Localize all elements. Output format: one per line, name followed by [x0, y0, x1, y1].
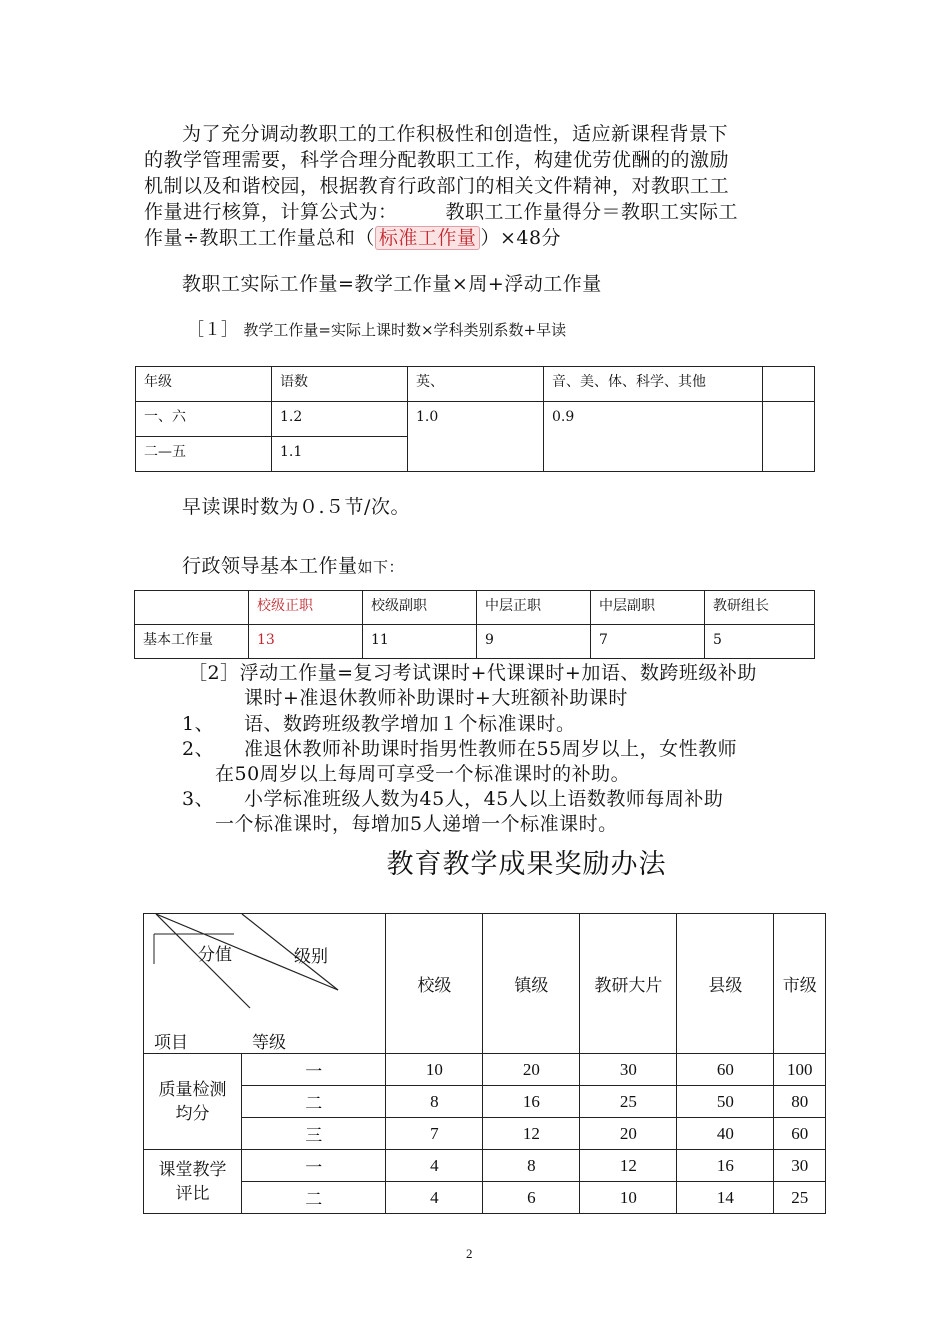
intro-line-1: 为了充分调动教职工的工作积极性和创造性，适应新课程背景下 — [182, 123, 729, 145]
section-2-line-2: 课时+准退休教师补助课时+大班额补助课时 — [244, 687, 628, 709]
cell-value: 4 — [386, 1182, 483, 1214]
cell-value: 10 — [580, 1182, 677, 1214]
row-grade: 二 — [242, 1086, 386, 1118]
rule-3-number: 3、 — [182, 788, 215, 810]
cell-value: 16 — [483, 1086, 580, 1118]
cell-value: 25 — [774, 1182, 826, 1214]
rule-3-text: 小学标准班级人数为45人，45人以上语数教师每周补助 — [244, 788, 724, 810]
cell-value: 25 — [580, 1086, 677, 1118]
row1-grade: 一、六 — [136, 402, 272, 437]
cell-value: 6 — [483, 1182, 580, 1214]
row1-english: 1.0 — [408, 402, 544, 472]
group-classroom-label — [144, 1150, 242, 1214]
intro-line-4a: 作量进行核算，计算公式为： — [144, 201, 398, 223]
row2-chinese-math: 1.1 — [272, 437, 408, 472]
row2-grade: 二—五 — [136, 437, 272, 472]
cell-value: 16 — [677, 1150, 774, 1182]
group-quality-label — [144, 1054, 242, 1150]
admin-value-vice-principal: 11 — [363, 625, 477, 659]
cell-value: 8 — [386, 1086, 483, 1118]
group-quality-label-1: 质量检测 — [158, 1079, 227, 1099]
col-header-research-area: 教研大片 — [580, 914, 677, 1054]
row1-chinese-math: 1.2 — [272, 402, 408, 437]
row-grade: 一 — [242, 1054, 386, 1086]
cell-value: 20 — [483, 1054, 580, 1086]
admin-value-middle-deputy: 7 — [591, 625, 705, 659]
cell-value: 60 — [774, 1118, 826, 1150]
group-quality-label-2: 均分 — [175, 1103, 210, 1123]
admin-header-principal: 校级正职 — [249, 591, 363, 625]
row1-other: 0.9 — [544, 402, 763, 472]
cell-value: 12 — [580, 1150, 677, 1182]
reward-corner-cell — [144, 914, 386, 1054]
intro-line-4 — [144, 199, 812, 225]
header-chinese-math: 语数 — [272, 367, 408, 402]
header-grade: 年级 — [136, 367, 272, 402]
cell-value: 100 — [774, 1054, 826, 1086]
cell-value: 40 — [677, 1118, 774, 1150]
admin-header-middle-head: 中层正职 — [477, 591, 591, 625]
cell-value: 14 — [677, 1182, 774, 1214]
col-header-city: 市级 — [774, 914, 826, 1054]
corner-level: 级别 — [294, 947, 328, 966]
reward-title: 教育教学成果奖励办法 — [386, 849, 667, 880]
rule-3-text-cont: 一个标准课时，每增加5人递增一个标准课时。 — [215, 813, 618, 835]
admin-value-middle-head: 9 — [477, 625, 591, 659]
cell-value: 8 — [483, 1150, 580, 1182]
rule-2-text-cont: 在50周岁以上每周可享受一个标准课时的补助。 — [215, 763, 631, 785]
cell-value: 10 — [386, 1054, 483, 1086]
admin-workload-table — [134, 590, 815, 659]
header-english: 英、 — [408, 367, 544, 402]
rule-2-number: 2、 — [182, 738, 215, 760]
intro-line-5b: ）×48分 — [480, 227, 562, 249]
group-classroom-label-1: 课堂教学 — [158, 1159, 227, 1179]
admin-header-vice-principal: 校级副职 — [363, 591, 477, 625]
row-grade: 二 — [242, 1182, 386, 1214]
reward-table — [143, 913, 826, 1214]
col-header-county: 县级 — [677, 914, 774, 1054]
cell-value: 60 — [677, 1054, 774, 1086]
cell-value: 30 — [774, 1150, 826, 1182]
admin-header-research-leader: 教研组长 — [705, 591, 815, 625]
intro-line-5 — [144, 225, 812, 251]
admin-row-label: 基本工作量 — [135, 625, 249, 659]
row-grade: 一 — [242, 1150, 386, 1182]
rule-2-text: 准退休教师补助课时指男性教师在55周岁以上，女性教师 — [244, 738, 738, 760]
cell-value: 50 — [677, 1086, 774, 1118]
section-1-heading — [187, 318, 566, 342]
corner-grade: 等级 — [252, 1033, 286, 1052]
header-empty — [763, 367, 815, 402]
col-header-school: 校级 — [386, 914, 483, 1054]
intro-paragraph — [144, 121, 812, 251]
page-number: 2 — [466, 1246, 473, 1261]
admin-header-empty — [135, 591, 249, 625]
col-header-town: 镇级 — [483, 914, 580, 1054]
cell-value: 7 — [386, 1118, 483, 1150]
header-other-subjects: 音、美、体、科学、其他 — [544, 367, 763, 402]
cell-value: 30 — [580, 1054, 677, 1086]
admin-value-research-leader: 5 — [705, 625, 815, 659]
intro-line-5a: 作量÷教职工工作量总和（ — [144, 227, 375, 249]
corner-item: 项目 — [154, 1033, 188, 1052]
admin-workload-heading — [182, 553, 404, 580]
rule-1-number: 1、 — [182, 713, 215, 735]
admin-title-b: 如下： — [357, 558, 405, 576]
cell-value: 4 — [386, 1150, 483, 1182]
cell-value: 20 — [580, 1118, 677, 1150]
admin-value-principal: 13 — [249, 625, 363, 659]
cell-value: 12 — [483, 1118, 580, 1150]
intro-line-2: 的教学管理需要，科学合理分配教职工工作，构建优劳优酬的的激励 — [144, 149, 730, 171]
coefficient-table — [135, 366, 815, 472]
row1-empty — [763, 402, 815, 472]
intro-line-3: 机制以及和谐校园，根据教育行政部门的相关文件精神，对教职工工 — [144, 175, 730, 197]
group-classroom-label-2: 评比 — [175, 1183, 210, 1203]
admin-header-middle-deputy: 中层副职 — [591, 591, 705, 625]
section-1-text: 教学工作量=实际上课时数×学科类别系数+早读 — [243, 321, 567, 339]
section-2-line-1: ［2］浮动工作量=复习考试课时+代课课时+加语、数跨班级补助 — [188, 662, 757, 684]
cell-value: 80 — [774, 1086, 826, 1118]
reward-table-wrapper — [143, 913, 826, 1215]
row-grade: 三 — [242, 1118, 386, 1150]
intro-line-4b: 教职工工作量得分＝教职工实际工 — [445, 201, 739, 223]
section-1-number: ［１］ — [187, 320, 238, 340]
corner-score: 分值 — [198, 945, 232, 964]
rule-1-text: 语、数跨班级教学增加１个标准课时。 — [244, 713, 576, 735]
morning-reading-note: 早读课时数为０.５节/次。 — [182, 496, 410, 518]
formula-actual-workload: 教职工实际工作量=教学工作量×周+浮动工作量 — [182, 273, 602, 295]
highlighted-term: 标准工作量 — [375, 226, 481, 250]
admin-title-a: 行政领导基本工作量 — [182, 555, 358, 577]
